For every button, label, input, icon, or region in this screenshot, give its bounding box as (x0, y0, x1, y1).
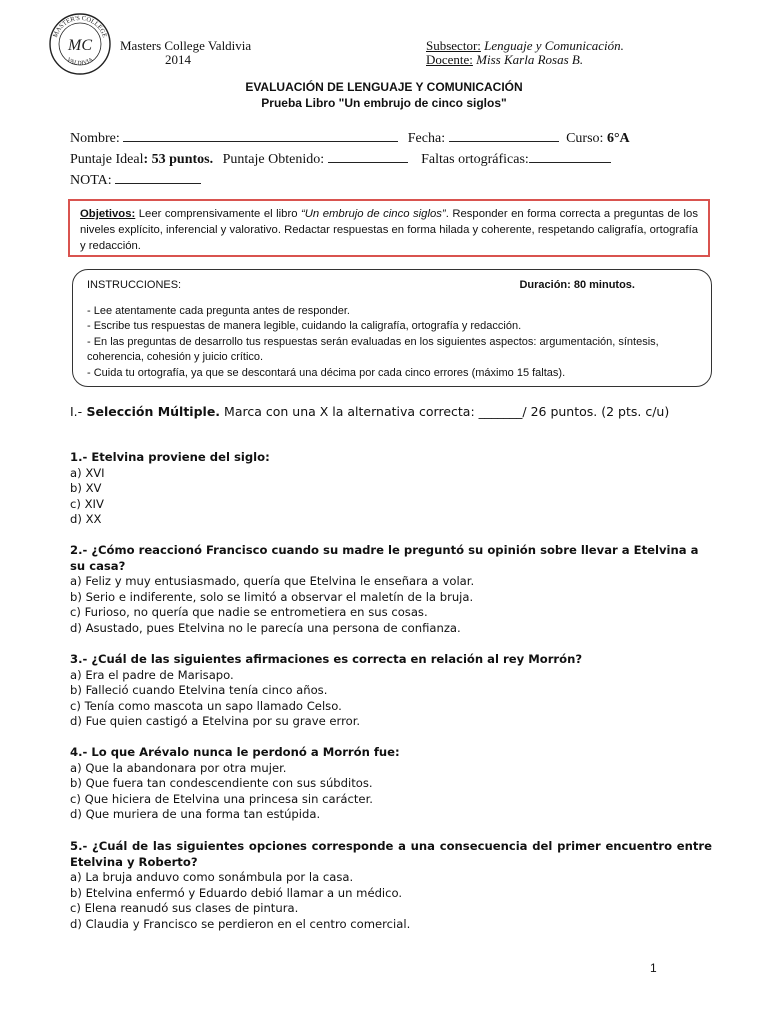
student-info-row (70, 129, 630, 147)
score-row (70, 150, 611, 168)
option-d[interactable]: d) Que muriera de una forma tan estúpida. (70, 807, 321, 821)
instruccion-item: - Cuida tu ortografía, ya que se descontará una décima por cada cinco errores (máximo 15 faltas). (87, 366, 566, 379)
curso-value: 6°A (606, 131, 630, 146)
option-d[interactable]: d) Asustado, pues Etelvina no le parecía una persona de confianza. (70, 620, 461, 635)
option-c[interactable]: c) Tenía como mascota un sapo llamado Celso. (70, 698, 342, 713)
question-title: 2.- ¿Cómo reaccionó Francisco cuando su madre le preguntó su opinión sobre llevar a Etelvina a su casa? (70, 543, 699, 573)
objetivos-text-b: . Responder en forma correcta a preguntas de los niveles explícito, inferencial y valorativo. Redactar respuestas en forma hilada y coherente, respetando caligrafía, ortografía y redacción. (80, 208, 698, 252)
fecha-field[interactable] (449, 129, 559, 142)
puntaje-obtenido-label: Puntaje Obtenido: (222, 152, 325, 167)
logo-text-top: MASTER'S COLLEGE (52, 14, 108, 39)
question-title: 1.- Etelvina proviene del siglo: (70, 450, 270, 464)
puntaje-obtenido-field[interactable] (328, 150, 408, 163)
instrucciones-box (72, 269, 712, 387)
option-c[interactable]: c) XIV (70, 496, 104, 511)
nota-label: NOTA: (70, 173, 112, 188)
question-4 (70, 745, 712, 823)
exam-title: EVALUACIÓN DE LENGUAJE Y COMUNICACIÓN (245, 80, 523, 94)
logo-monogram: MC (68, 37, 92, 54)
section-text: Marca con una X la alternativa correcta: _______/ 26 puntos. (2 pts. c/u) (220, 404, 670, 419)
option-b[interactable]: b) Serio e indiferente, solo se limitó a observar el maletín de la bruja. (70, 589, 474, 604)
puntaje-ideal-label: Puntaje Ideal (70, 152, 144, 167)
option-d[interactable]: d) Fue quien castigó a Etelvina por su grave error. (70, 714, 361, 728)
instruccion-item: - Lee atentamente cada pregunta antes de responder. (87, 304, 350, 317)
option-d[interactable]: d) Claudia y Francisco se perdieron en el centro comercial. (70, 916, 411, 931)
option-c[interactable]: c) Furioso, no quería que nadie se entrometiera en sus cosas. (70, 605, 428, 619)
duracion: Duración: 80 minutos. (519, 279, 635, 291)
faltas-label: Faltas ortográficas: (421, 152, 529, 167)
docente-value: Miss Karla Rosas B. (476, 52, 584, 67)
question-title: 5.- ¿Cuál de las siguientes opciones corresponde a una consecuencia del primer encuentro entre Etelvina y Roberto? (70, 839, 712, 869)
school-year: 2014 (165, 52, 191, 67)
instrucciones-list (87, 304, 697, 382)
fecha-label: Fecha: (407, 131, 446, 146)
option-b[interactable]: b) XV (70, 481, 102, 495)
page-number: 1 (650, 961, 657, 975)
faltas-field[interactable] (529, 150, 611, 163)
section-title: Selección Múltiple. (82, 404, 221, 419)
question-3 (70, 652, 712, 730)
objetivos-book: “Un embrujo de cinco siglos” (301, 208, 446, 220)
option-a[interactable]: a) Que la abandonara por otra mujer. (70, 760, 287, 775)
option-b[interactable]: b) Etelvina enfermó y Eduardo debió llamar a un médico. (70, 885, 403, 900)
subsector-label: Subsector: (426, 38, 481, 53)
school-logo (48, 12, 112, 76)
instrucciones-label: INSTRUCCIONES: (87, 279, 182, 291)
objetivos-text-a: Leer comprensivamente el libro (135, 208, 302, 220)
option-b[interactable]: b) Que fuera tan condescendiente con sus súbditos. (70, 776, 373, 790)
puntaje-ideal-value: : 53 puntos. (143, 152, 214, 167)
svg-text:VALDIVIA (66, 57, 95, 67)
section-heading (70, 403, 670, 420)
logo-text-bottom: VALDIVIA (65, 57, 95, 67)
svg-text:MASTER'S COLLEGE (52, 15, 108, 39)
instruccion-item: - Escribe tus respuestas de manera legible, cuidando la caligrafía, ortografía y redacción. (87, 320, 522, 332)
option-a[interactable]: a) La bruja anduvo como sonámbula por la casa. (70, 870, 354, 884)
question-title: 4.- Lo que Arévalo nunca le perdonó a Morrón fue: (70, 745, 400, 759)
subsector-value: Lenguaje y Comunicación. (484, 38, 624, 53)
nombre-field[interactable] (123, 129, 398, 142)
option-b[interactable]: b) Falleció cuando Etelvina tenía cinco años. (70, 683, 328, 697)
school-name: Masters College Valdivia (120, 38, 252, 53)
option-c[interactable]: c) Que hiciera de Etelvina una princesa sin carácter. (70, 791, 373, 806)
question-5 (70, 839, 712, 932)
option-a[interactable]: a) Era el padre de Marisapo. (70, 667, 234, 682)
question-1 (70, 450, 712, 528)
objetivos-label: Objetivos: (80, 208, 136, 220)
objetivos-box (68, 199, 710, 257)
section-numeral: I.- (70, 404, 83, 419)
exam-subtitle: Prueba Libro "Un embrujo de cinco siglos" (261, 96, 507, 110)
option-a[interactable]: a) XVI (70, 465, 105, 480)
option-c[interactable]: c) Elena reanudó sus clases de pintura. (70, 901, 299, 915)
docente-label: Docente: (426, 52, 473, 67)
curso-label: Curso: (566, 131, 604, 146)
question-title: 3.- ¿Cuál de las siguientes afirmaciones es correcta en relación al rey Morrón? (70, 652, 583, 666)
docente (426, 52, 583, 68)
nota-field[interactable] (115, 171, 201, 184)
option-a[interactable]: a) Feliz y muy entusiasmado, quería que Etelvina le enseñara a volar. (70, 574, 475, 588)
question-2 (70, 543, 712, 636)
option-d[interactable]: d) XX (70, 512, 102, 526)
nota-row (70, 171, 201, 189)
instruccion-item: - En las preguntas de desarrollo tus respuestas serán evaluadas en los siguientes aspectos: argumentación, síntesis, coherencia, cohesión y juicio crítico. (87, 335, 659, 363)
nombre-label: Nombre: (70, 131, 120, 146)
